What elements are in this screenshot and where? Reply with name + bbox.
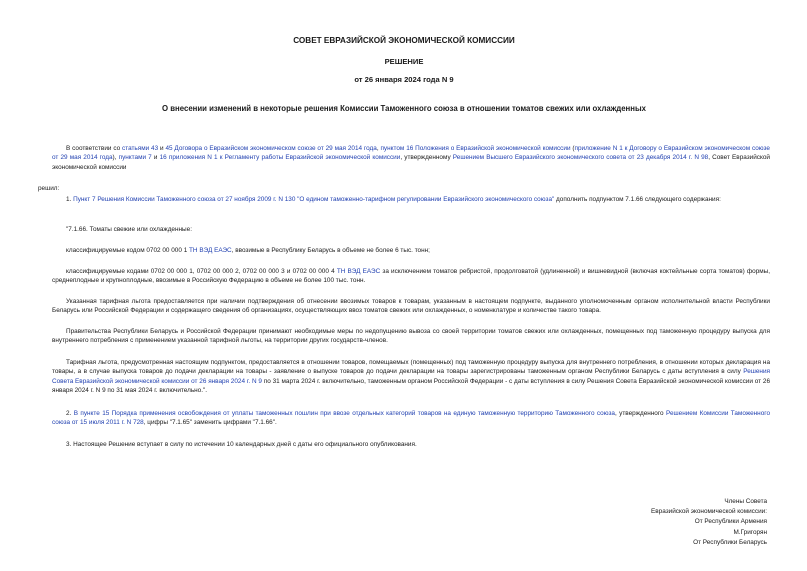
text: Тарифная льгота, предусмотренная настоящим подпунктом, предоставляется в отношении товаров, помещаемых (помещенных) под таможенную процедуру выпуска для внутреннего потребления, в отношении которых декларация на товары, а в случае выпуска товаров до подачи декларации на товары - заявление о выпуске товаров до подачи декларации на товары зарегистрированы таможенным органом Республики Беларусь с даты вступления в силу [52, 359, 770, 376]
text: ), [112, 154, 119, 162]
text: классифицируемые кодом 0702 00 000 1 [66, 247, 190, 254]
document-date-number: от 26 января 2024 года N 9 [354, 75, 454, 84]
link-procedure-point-15[interactable]: В пункте 15 Порядка применения освобождения от уплаты таможенных пошлин при ввозе отдельных категорий товаров на единую таможенную территорию Таможенного союза [73, 410, 615, 417]
text: ( [570, 145, 575, 152]
text: и [158, 145, 166, 152]
subitem-a [52, 246, 770, 255]
preamble-paragraph [52, 144, 770, 172]
subitem-b [52, 267, 770, 286]
text: , [376, 145, 381, 152]
item-number: 2. [66, 410, 74, 417]
issuer-heading: СОВЕТ ЕВРАЗИЙСКОЙ ЭКОНОМИЧЕСКОЙ КОМИССИИ [293, 36, 515, 45]
text: , утвержденного [614, 410, 666, 417]
text: и [151, 154, 160, 162]
link-article-45-treaty[interactable]: 45 Договора о Евразийском экономическом союзе от 29 мая 2014 года [165, 145, 377, 152]
text: дополнить подпунктом 7.1.66 следующего содержания: [554, 196, 721, 203]
link-tn-ved[interactable]: ТН ВЭД ЕАЭС [336, 268, 381, 275]
text: , утвержденному [400, 154, 453, 162]
link-regulation-point-16[interactable]: пунктом 16 Положения о Евразийской экономической комиссии [380, 145, 571, 152]
link-points-7[interactable]: пунктами 7 [118, 154, 152, 162]
link-decision-130[interactable]: Пункт 7 Решения Комиссии Таможенного союза от 27 ноября 2009 г. N 130 "О едином таможенно-тарифном регулировании Евразийского экономического союза" [73, 196, 555, 203]
decided-label: решил: [38, 185, 60, 192]
text: , цифры "7.1.65" заменить цифрами "7.1.66". [143, 419, 277, 427]
link-decision-98[interactable]: Решением Высшего Евразийского экономического совета от 23 декабря 2014 г. N 98 [452, 154, 709, 162]
apply-paragraph [52, 358, 770, 396]
text: , ввозимые в Республику Беларусь в объеме не более 6 тыс. тонн; [231, 247, 430, 254]
signature-line: От Республики Армения [694, 518, 767, 526]
document-type: РЕШЕНИЕ [384, 57, 424, 66]
signature-block [651, 497, 767, 548]
item-1-paragraph [52, 195, 770, 204]
text: В соответствии со [66, 145, 123, 152]
text: по 31 марта 2024 г. включительно, таможенным органом Российской Федерации - с даты вступления в силу Решения Совета Евразийской экономической комиссии от 26 января 2024 г. N 9 по 31 мая 2024 г. включительно.". [52, 377, 771, 395]
signature-line: Члены Совета [724, 498, 767, 505]
item-2-paragraph [52, 409, 770, 428]
item-3-paragraph: 3. Настоящее Решение вступает в силу по истечении 10 календарных дней с даты его официального опубликования. [66, 441, 417, 448]
signature-line: М.Григорян [733, 528, 767, 536]
link-annex-1-treaty[interactable]: приложение N 1 к Договору о Евразийском экономическом союзе от 29 мая 2014 года [52, 145, 770, 162]
link-annex-16-rules[interactable]: 16 приложения N 1 к Регламенту работы Евразийской экономической комиссии [159, 154, 401, 162]
text: за исключением томатов ребристой, продолговатой (удлиненной) и вишневидной (включая коктейльные сорта томатов) формы, среднеплодные и крупноплодные, ввозимые в Российскую Федерацию в объеме не более 100 тыс. тонн. [52, 268, 771, 285]
benefit-paragraph: Указанная тарифная льгота предоставляется при наличии подтверждения об отнесении ввозимых товаров к товарам, указанным в настоящем подпункте, выданного уполномоченным органом исполнительной власти Республики Беларусь или Российской Федерации и содержащего сведения об организациях, осуществляющих ввоз томатов свежих или охлажденных, о номенклатуре и количестве такого товара. [52, 298, 770, 315]
subitem-title: "7.1.66. Томаты свежие или охлажденные: [66, 226, 192, 233]
text: классифицируемые кодами 0702 00 000 1, 0702 00 000 2, 0702 00 000 3 и 0702 00 000 4 [66, 268, 337, 275]
government-paragraph: Правительства Республики Беларусь и Российской Федерации принимают необходимые меры по недопущению вывоза со своей территории томатов свежих или охлажденных, помещенных под таможенную процедуру выпуска для внутреннего потребления с применением указанной тарифной льготы, на территории других государств-членов. [52, 328, 770, 345]
item-number: 1. [66, 196, 74, 203]
link-decision-728[interactable]: Решением Комиссии Таможенного союза от 15 июля 2011 г. N 728 [52, 410, 770, 427]
document-title: О внесении изменений в некоторые решения Комиссии Таможенного союза в отношении томатов свежих или охлажденных [162, 104, 646, 113]
signature-line: От Республики Беларусь [693, 538, 767, 546]
link-decision-9[interactable]: Решения Совета Евразийской экономической комиссии от 26 января 2024 г. N 9 [52, 368, 770, 385]
text: , Совет Евразийской экономической комиссии [52, 154, 770, 171]
link-article-43[interactable]: статьями 43 [122, 145, 159, 152]
signature-line: Евразийской экономической комиссии: [651, 508, 767, 516]
link-tn-ved[interactable]: ТН ВЭД ЕАЭС [189, 247, 232, 254]
